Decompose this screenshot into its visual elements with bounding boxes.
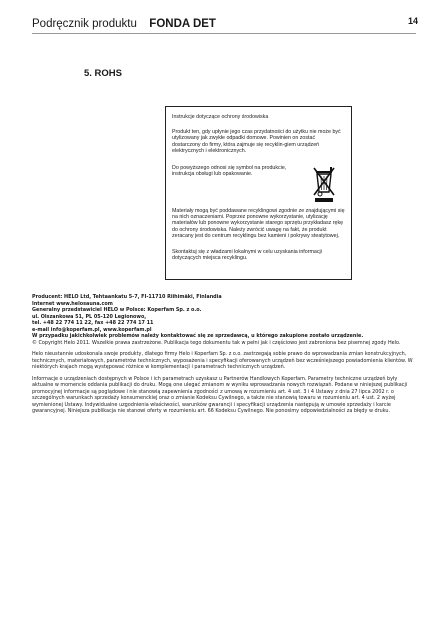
rohs-instruction-box xyxy=(165,106,352,280)
rohs-paragraph-recycling: Materiały mogą być poddawane recyklingowi zgodnie ze znajdującymi się na nich oznaczeniami. Poprzez ponowne wykorzystanie, utylizację materiałów lub ponowne wykorzystanie starego sprzętu przykładasz rękę do ochrony środowiska. Należy zwrócić uwagę na fakt, że produkt zeracany jest do centrum recyklingu bez kamieni i pokrywy steatytowej. xyxy=(172,208,345,239)
improvement-notice: Helo nieustannie udoskonala swoje produkty, dlatego firmy Helo i Koperfam Sp. z o.o. zastrzegają sobie prawo do wprowadzania zmian konstrukcyjnych, technicznych, materiałowych, parametrów technicznych, wyposażenia i specyfikacji oferowanych urządzeń bez wcześniejszego powiadomienia klientów. W niektórych krajach mogą występować różnice w komplementacji i parametrach technicznych urządzeń. xyxy=(32,351,413,370)
rohs-paragraph-disposal: Produkt ten, gdy upłynie jego czas przydatności do użytku nie może być utylizowany jak zwykłe odpadki domowe. Powinien on zostać dostarczony do firmy, która zajmuje się recyklin-giem urządzeń elektrycznych i elektronicznych. xyxy=(172,129,341,154)
contact-line-website: Internet www.helosauna.com xyxy=(32,300,113,307)
crossed-out-wheelie-bin-icon xyxy=(311,163,337,203)
header-divider xyxy=(32,33,416,34)
contact-line-problems: W przypadku jakichkolwiek problemów należy kontaktować się ze sprzedawcą, u którego zakupione zostało urządzenie. xyxy=(32,333,364,339)
page-number: 14 xyxy=(407,16,418,26)
contact-block xyxy=(32,294,416,340)
contact-line-address: ul. Olszankowa 51, PL 05-120 Legionowo, xyxy=(32,313,147,320)
rohs-symbol-row xyxy=(172,162,345,208)
product-manual-label: Podręcznik produktu xyxy=(32,18,137,30)
rohs-paragraph-symbol: Do powyższego odnosi się symbol na produkcie, instrukcja obsługi lub opakowanie. xyxy=(172,165,287,178)
copyright-notice: © Copyright Helo 2011. Wszelkie prawa zastrzeżone. Publikacja tego dokumentu tak w pełni jak i częściowo jest zabroniona bez pisemnej zgody Helo. xyxy=(32,339,401,346)
footer-text xyxy=(32,294,416,415)
section-title: 5. ROHS xyxy=(84,68,123,79)
contact-line-phone: tel. +48 22 774 11 22, fax +48 22 774 17 11 xyxy=(32,320,154,326)
legal-notice: Informacje o urządzeniach dostępnych w Polsce i ich parametrach uzyskasz u Partnerów Handlowych Koperfam. Parametry techniczne urządzeń były aktualne w momencie oddania publikacji do druku. Mogą one ulegać zmianom w wyniku wprowadzania nowych rozwiązań. Podane w niniejszej publikacji promocyjnej informacje są poglądowe i nie stanowią zapewnienia zgodności z umową w rozumieniu art. 4 ust. 3 i 4 Ustawy z dnia 27 lipca 2002 r. o szczególnych warunkach sprzedaży konsumenckiej oraz o zmianie Kodeksu Cywilnego, a także nie stanowią towaru w rozumieniu art. 4 ust. 2 wyżej wymienionej Ustawy. Indywidualne uzgodnienia właściwości, warunków gwarancji i specyfikacji urządzenia następują w umowie sprzedaży i karcie gwarancyjnej. Niniejsza publikacja nie stanowi oferty w rozumieniu art. 66 Kodeksu Cywilnego. Nie ponosimy odpowiedzialności za błędy w druku. xyxy=(32,375,408,414)
contact-line-email: e-mail info@koperfam.pl, www.koperfam.pl xyxy=(32,326,152,333)
contact-line-representative: Generalny przedstawiciel HELO w Polsce: Koperfam Sp. z o.o. xyxy=(32,307,202,313)
rohs-paragraph-contact: Skontaktuj się z władzami lokalnymi w celu uzyskania informacji dotyczących miejsca recyklingu. xyxy=(172,249,322,262)
page-header xyxy=(32,14,418,32)
product-model: FONDA DET xyxy=(149,18,216,30)
rohs-heading: Instrukcje dotyczące ochrony środowiska xyxy=(172,114,269,120)
contact-line-producer: Producent: HELO Ltd, Tehtaankatu 5-7, FI-11710 Riihimäki, Finlandia xyxy=(32,294,222,300)
